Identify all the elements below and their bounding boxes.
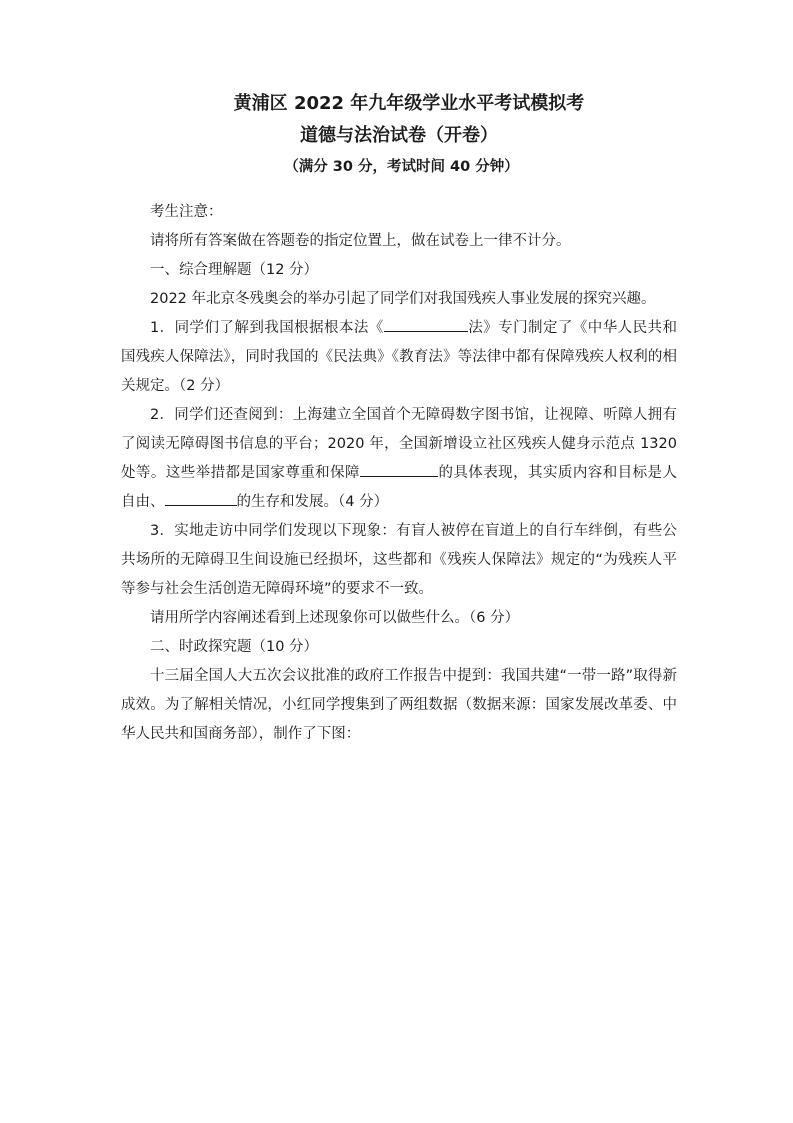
section2-heading: 二、时政探究题（10 分） [150,639,319,655]
question-2-text-b: 的具体表现，其实质内容和目标是人自由、 [121,465,677,510]
question-1-text-a: 1．同学们了解到我国根据根本法《 [150,320,384,336]
exam-header [0,88,793,182]
notice-instruction: 请将所有答案做在答题卷的指定位置上，做在试卷上一律不计分。 [150,233,571,249]
question-1-text-b: 法》专门制定了《中华人民共和国残疾人保障法》，同时我国的《民法典》《教育法》等法律中都有保障残疾人权利的相关规定。（2 分） [121,320,678,394]
question-3-prompt: 请用所学内容阐述看到上述现象你可以做些什么。（6 分） [150,610,520,626]
question-2-text-a: 2．同学们还查阅到：上海建立全国首个无障碍数字图书馆，让视障、听障人拥有了阅读无障碍图书信息的平台；2020 年，全国新增设立社区残疾人健身示范点 1320 处等。这些举措都是国家尊重和保障 [121,407,677,481]
answer-blank-3[interactable] [165,489,237,506]
answer-blank-2[interactable] [360,460,438,477]
exam-subject-title: 道德与法治试卷（开卷） [300,125,498,146]
section1-intro: 2022 年北京冬残奥会的举办引起了同学们对我国残疾人事业发展的探究兴趣。 [150,291,656,307]
question-1 [121,314,677,401]
notice-heading: 考生注意： [150,204,223,220]
question-2 [121,401,677,517]
section1-heading: 一、综合理解题（12 分） [150,262,319,278]
answer-blank-1[interactable] [384,315,468,332]
exam-title: 黄浦区 2022 年九年级学业水平考试模拟考 [233,93,585,114]
exam-score-time: （满分 30 分，考试时间 40 分钟） [284,159,519,175]
section2-intro: 十三届全国人大五次会议批准的政府工作报告中提到：我国共建“一带一路”取得新成效。为了解相关情况，小红同学搜集到了两组数据（数据来源：国家发展改革委、中华人民共和国商务部），制作了下图： [121,668,677,742]
question-3: 3．实地走访中同学们发现以下现象：有盲人被停在盲道上的自行车绊倒，有些公共场所的无障碍卫生间设施已经损坏，这些都和《残疾人保障法》规定的“为残疾人平等参与社会生活创造无障碍环境”的要求不一致。 [121,523,677,597]
question-2-text-c: 的生存和发展。（4 分） [236,494,389,510]
exam-body [121,198,677,749]
